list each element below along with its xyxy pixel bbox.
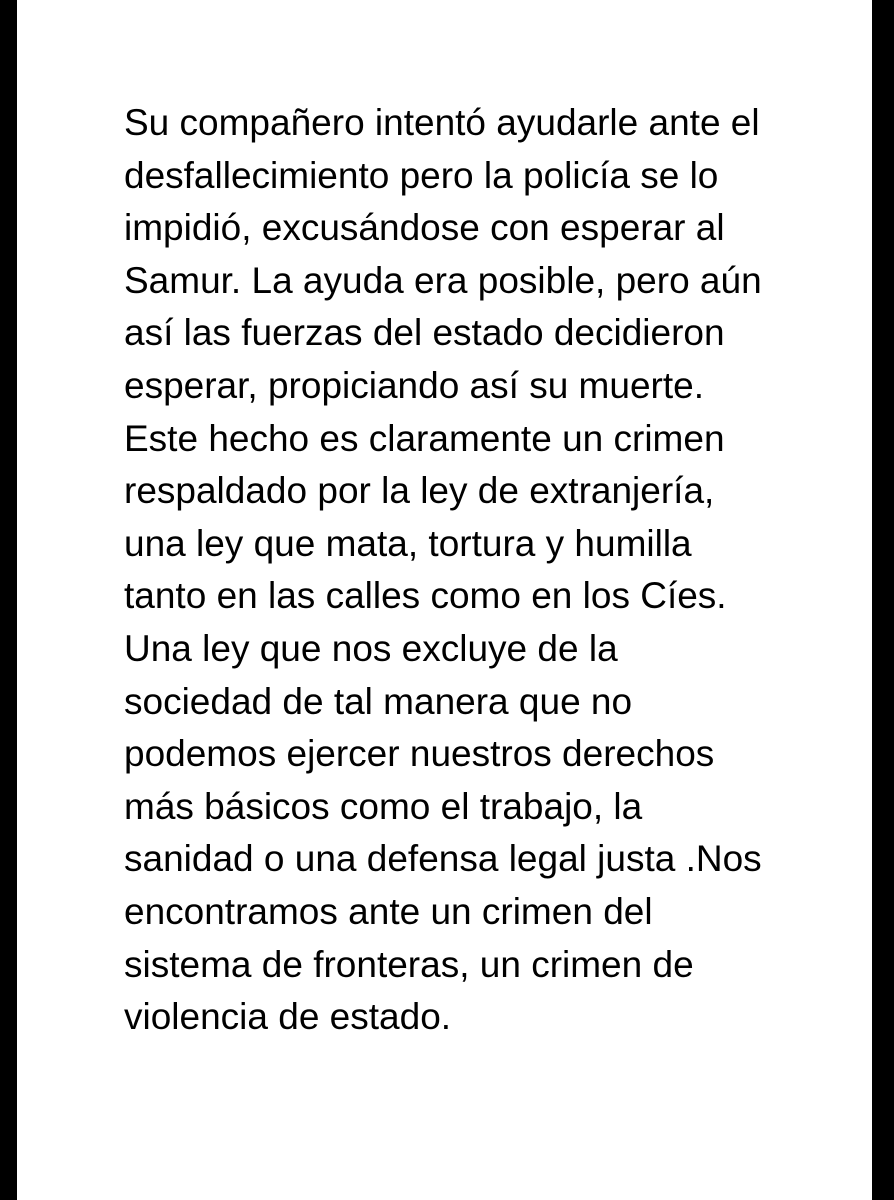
- text-line: impidió, excusándose con esperar al: [124, 207, 725, 249]
- document-page: [17, 0, 872, 1200]
- text-line: Su compañero intentó ayudarle ante el: [124, 102, 760, 143]
- text-line: Samur. La ayuda era posible, pero aún: [124, 259, 762, 301]
- text-line: podemos ejercer nuestros derechos: [124, 733, 715, 775]
- text-line: Este hecho es claramente un crimen: [124, 417, 725, 459]
- text-line: sistema de fronteras, un crimen de: [124, 943, 694, 985]
- body-paragraph: [124, 97, 844, 1044]
- text-line: encontramos ante un crimen del: [124, 890, 653, 932]
- text-line: una ley que mata, tortura y humilla: [124, 522, 692, 564]
- text-line: sanidad o una defensa legal justa .Nos: [124, 838, 762, 880]
- text-line: tanto en las calles como en los Cíes.: [124, 575, 727, 617]
- text-line: desfallecimiento pero la policía se lo: [124, 154, 719, 196]
- text-line: violencia de estado.: [124, 996, 452, 1038]
- text-line: más básicos como el trabajo, la: [124, 785, 643, 827]
- text-line: así las fuerzas del estado decidieron: [124, 312, 725, 354]
- text-line: esperar, propiciando así su muerte.: [124, 364, 704, 406]
- text-line: respaldado por la ley de extranjería,: [124, 470, 715, 512]
- text-line: sociedad de tal manera que no: [124, 680, 633, 722]
- text-line: Una ley que nos excluye de la: [124, 627, 618, 669]
